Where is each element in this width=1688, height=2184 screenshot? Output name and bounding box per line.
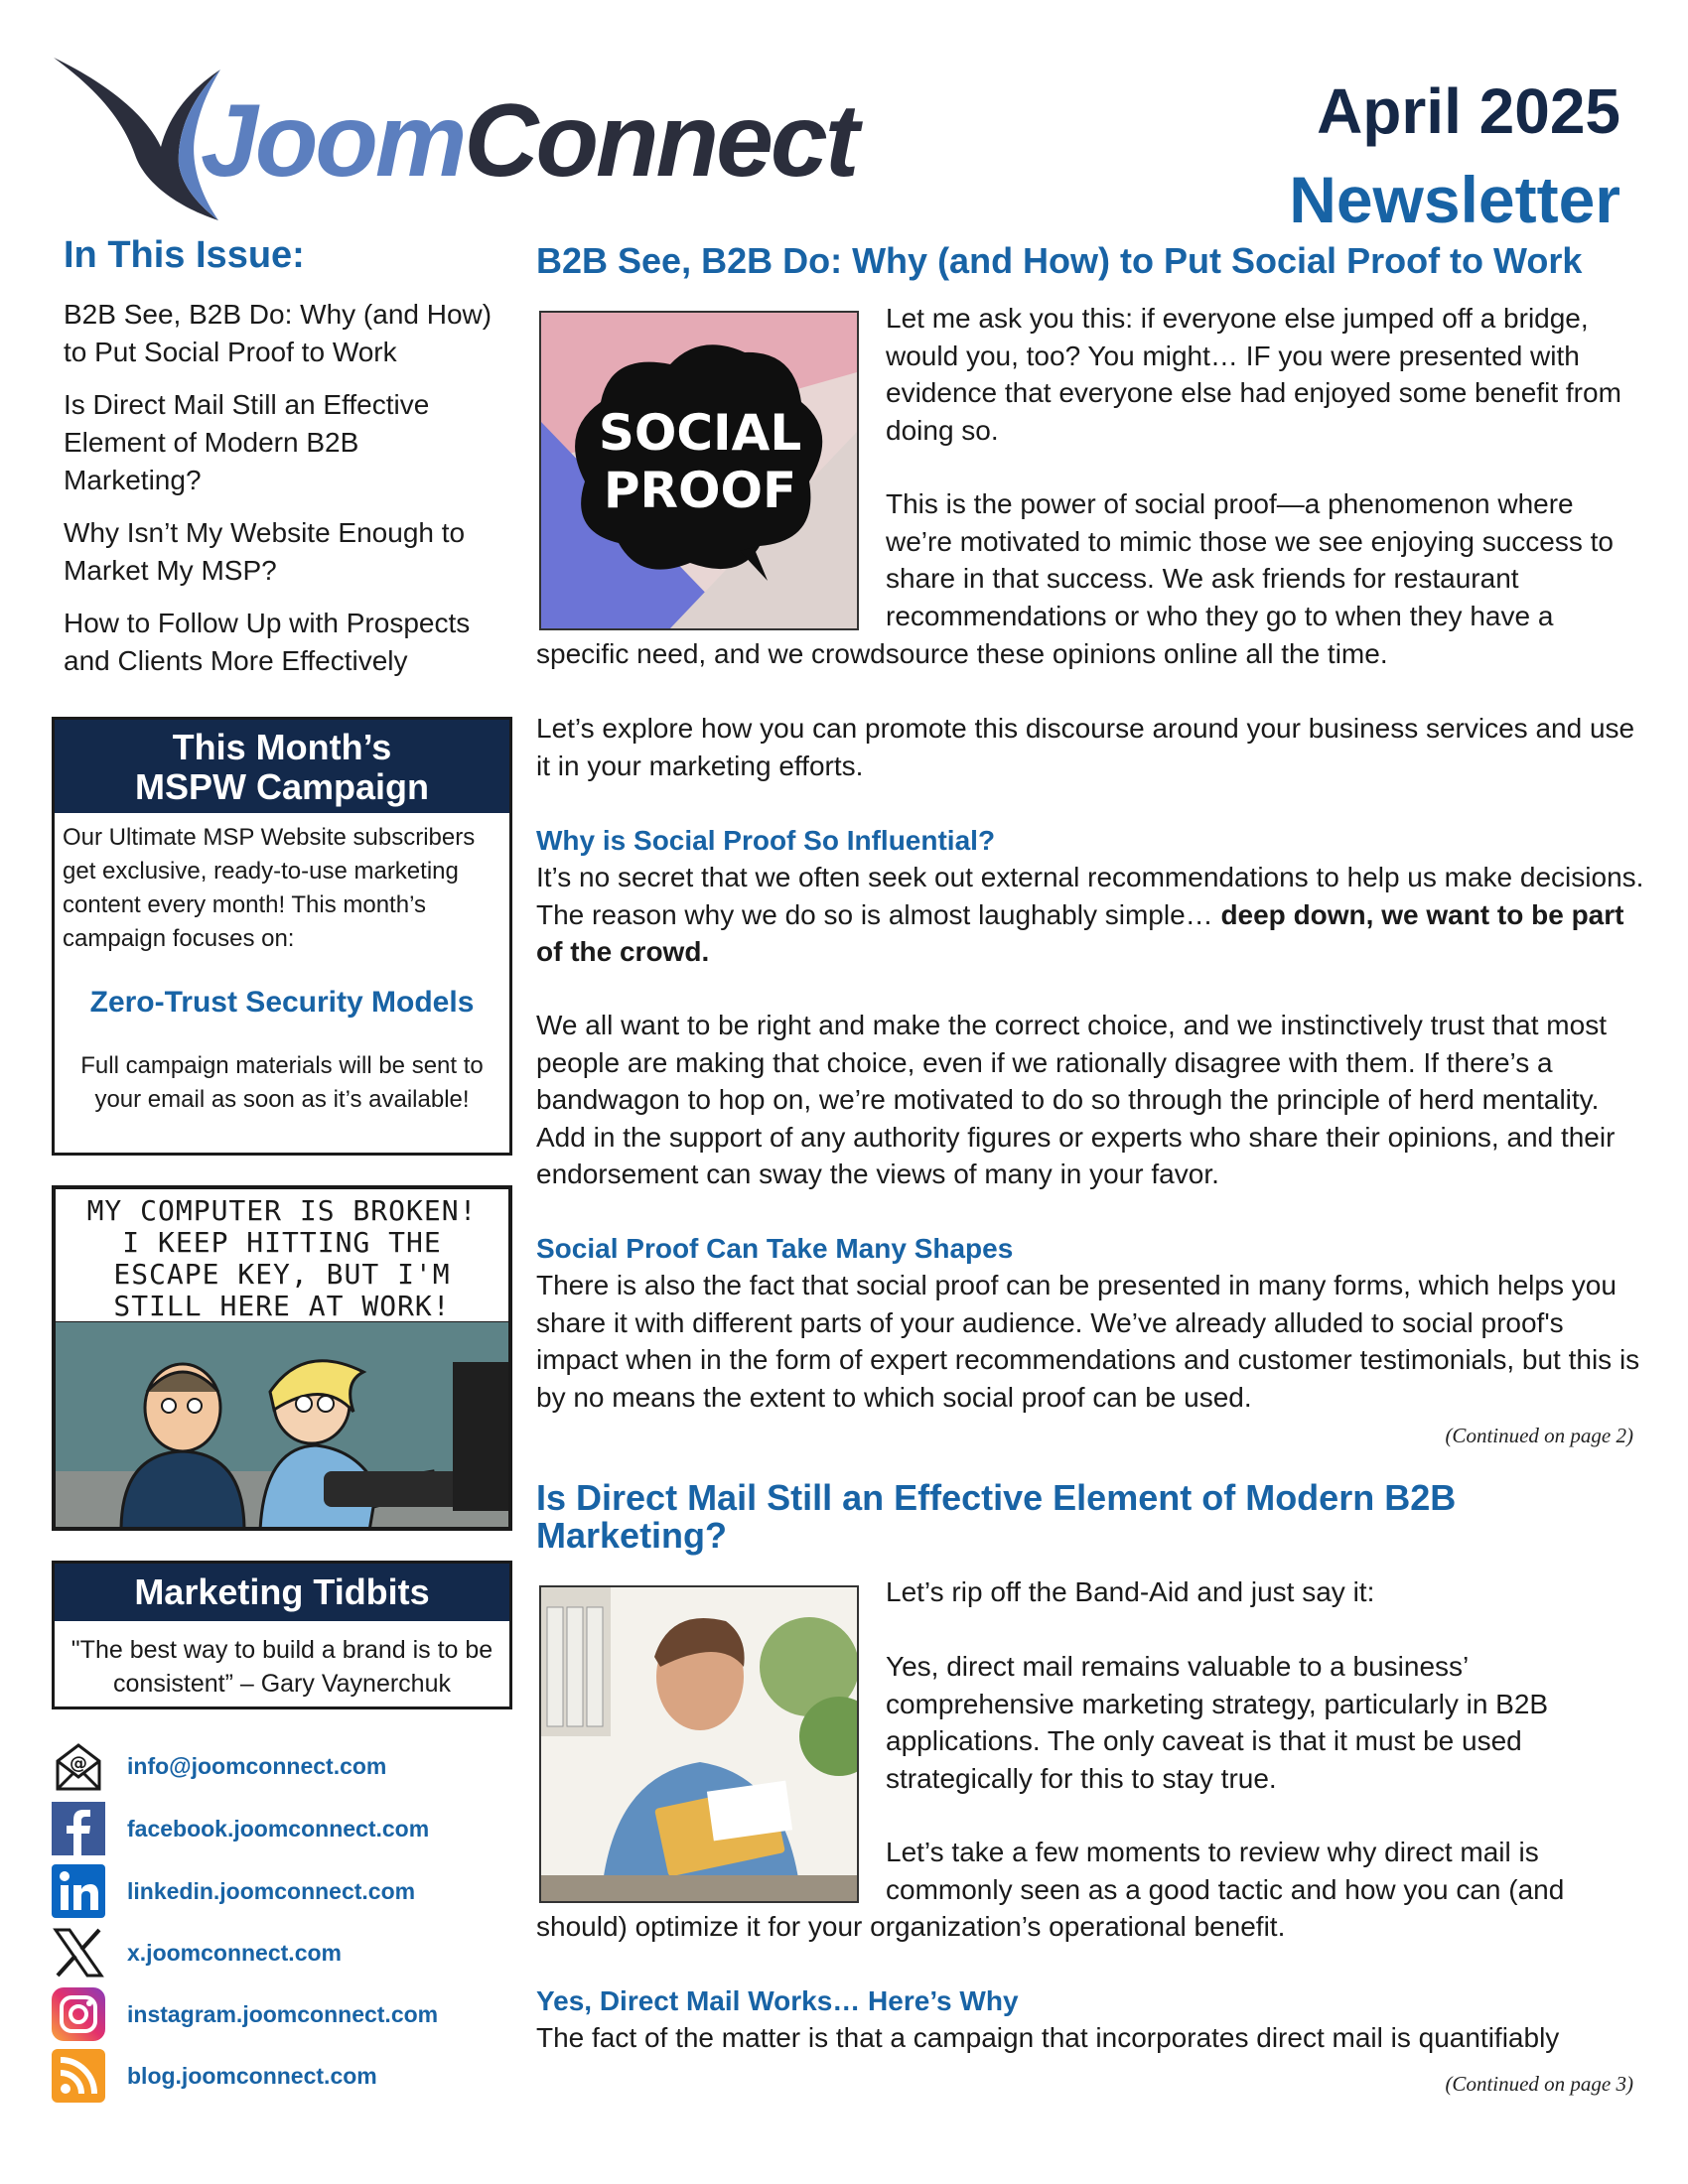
article1-paragraph: specific need, and we crowdsource these opinions online all the time. [536,638,1388,669]
campaign-title-line1: This Month’s [172,727,392,767]
issue-date: April 2025 [1317,75,1620,147]
campaign-description: Our Ultimate MSP Website subscribers get exclusive, ready-to-use marketing content every month! This month’s campaign focuses on: [63,824,476,952]
issue-label: Newsletter [1289,163,1620,236]
tidbits-title: Marketing Tidbits [55,1564,509,1621]
article1-subheading: Why is Social Proof So Influential? [536,825,996,856]
logo-wordmark [201,83,857,199]
article1-title[interactable]: B2B See, B2B Do: Why (and How) to Put Social Proof to Work [536,240,1583,281]
campaign-note: Full campaign materials will be sent to your email as soon as it’s available! [80,1052,484,1113]
social-proof-image [539,311,859,630]
article2-paragraph: Yes, direct mail remains valuable to a business’ comprehensive marketing strategy, particularly in B2B applications. The only caveat is that it must be used strategically for this to stay true. [886,1651,1549,1794]
article2-title[interactable]: Is Direct Mail Still an Effective Element of Modern B2B Marketing? [536,1477,1457,1556]
article1-subheading: Social Proof Can Take Many Shapes [536,1233,1014,1264]
comic-speech-bubble [56,1189,508,1324]
comic-line: MY COMPUTER IS BROKEN! [86,1194,478,1227]
article1-text: It’s no secret that we often seek out external recommendations to help us make decisions. The reason why we do so is almost laughably simple… [536,862,1644,930]
toc-title: In This Issue: [64,234,305,276]
comic-line: STILL HERE AT WORK! [113,1290,451,1322]
logo-connect-text: Connect [464,83,857,199]
continued-note[interactable]: (Continued on page 3) [1445,2072,1633,2096]
article2-subheading: Yes, Direct Mail Works… Here’s Why [536,1985,1019,2016]
email-icon [52,1739,105,1793]
article1-paragraph: Let’s explore how you can promote this discourse around your business services and use it in your marketing efforts. [536,713,1635,781]
comic-line: ESCAPE KEY, BUT I'M [113,1258,451,1291]
contact-facebook-label[interactable]: facebook.joomconnect.com [127,1815,430,1842]
contact-x-label[interactable]: x.joomconnect.com [127,1939,342,1966]
rss-icon [52,2049,105,2103]
contact-facebook[interactable] [52,1802,508,1855]
article1-paragraph: We all want to be right and make the correct choice, and we instinctively trust that most people are making that choice, even if we rationally disagree with them. If there’s a bandwagon to hop on, we’re motivated to do so through the principle of herd mentality. Add in the support of any authority figures or experts who share their opinions, and their endorsement can sway the views of many in your favor. [536,1010,1616,1189]
toc-item[interactable]: B2B See, B2B Do: Why (and How) to Put Social Proof to Work [64,299,492,367]
toc-list [64,296,500,695]
contact-instagram[interactable] [52,1987,508,2041]
article2-paragraph: The fact of the matter is that a campaign that incorporates direct mail is quantifiably [536,2022,1560,2053]
toc-item[interactable]: Is Direct Mail Still an Effective Element of Modern B2B Marketing? [64,389,430,495]
contact-linkedin-label[interactable]: linkedin.joomconnect.com [127,1877,416,1904]
campaign-body [55,813,509,1117]
continued-note[interactable]: (Continued on page 2) [1445,1424,1633,1447]
campaign-focus: Zero-Trust Security Models [89,986,475,1019]
contact-email[interactable] [52,1739,508,1793]
contact-email-label[interactable]: info@joomconnect.com [127,1752,387,1779]
article1-paragraph [536,859,1648,971]
social-proof-line1: SOCIAL [598,404,802,462]
comic-illustration [56,1322,508,1531]
tidbits-quote: "The best way to build a brand is to be consistent” – Gary Vaynerchuk [70,1636,493,1698]
contact-blog-label[interactable]: blog.joomconnect.com [127,2062,377,2089]
campaign-title-line2: MSPW Campaign [134,766,429,807]
campaign-header [55,720,509,813]
direct-mail-photo [539,1585,859,1903]
x-icon [52,1926,105,1979]
comic-line: I KEEP HITTING THE [122,1226,442,1259]
article2-paragraph: Let’s take a few moments to review why direct mail is commonly seen as a good tactic and how you can (and [886,1837,1565,1905]
contact-instagram-label[interactable]: instagram.joomconnect.com [127,2000,439,2027]
article1-bold-text: deep down, we want to be part of the crowd. [536,898,1624,967]
contact-x[interactable] [52,1926,508,1979]
joomconnect-logo[interactable] [52,56,857,224]
toc-item[interactable]: How to Follow Up with Prospects and Clients More Effectively [64,608,471,676]
logo-joom-text: Joom [201,83,465,199]
contact-linkedin[interactable] [52,1864,508,1918]
article1-paragraph: Let me ask you this: if everyone else jumped off a bridge, would you, too? You might… IF you were presented with evidence that everyone else had enjoyed some benefit from doing so. [886,303,1621,446]
campaign-box [52,717,512,1156]
instagram-icon [52,1987,105,2041]
article2-paragraph: should) optimize it for your organization’s operational benefit. [536,1911,1286,1942]
toc-item[interactable]: Why Isn’t My Website Enough to Market My MSP? [64,517,466,586]
contact-blog[interactable] [52,2049,508,2103]
article1-paragraph: There is also the fact that social proof can be presented in many forms, which helps you share it with different parts of your audience. We’ve already alluded to social proof's impact when in the form of expert recommendations and customer testimonials, but this is by no means the extent to which social proof can be used. [536,1270,1640,1413]
social-proof-line2: PROOF [603,462,797,519]
svg-text:@: @ [70,1753,87,1774]
article1-paragraph: This is the power of social proof—a phenomenon where we’re motivated to mimic those we see enjoying success to share in that success. We ask friends for restaurant recommendations or who they go to when they have a [886,488,1614,631]
facebook-icon [52,1802,105,1855]
article2-paragraph: Let’s rip off the Band-Aid and just say it: [886,1576,1375,1607]
linkedin-icon [52,1864,105,1918]
comic-strip [52,1185,512,1531]
tidbits-box [52,1561,512,1709]
